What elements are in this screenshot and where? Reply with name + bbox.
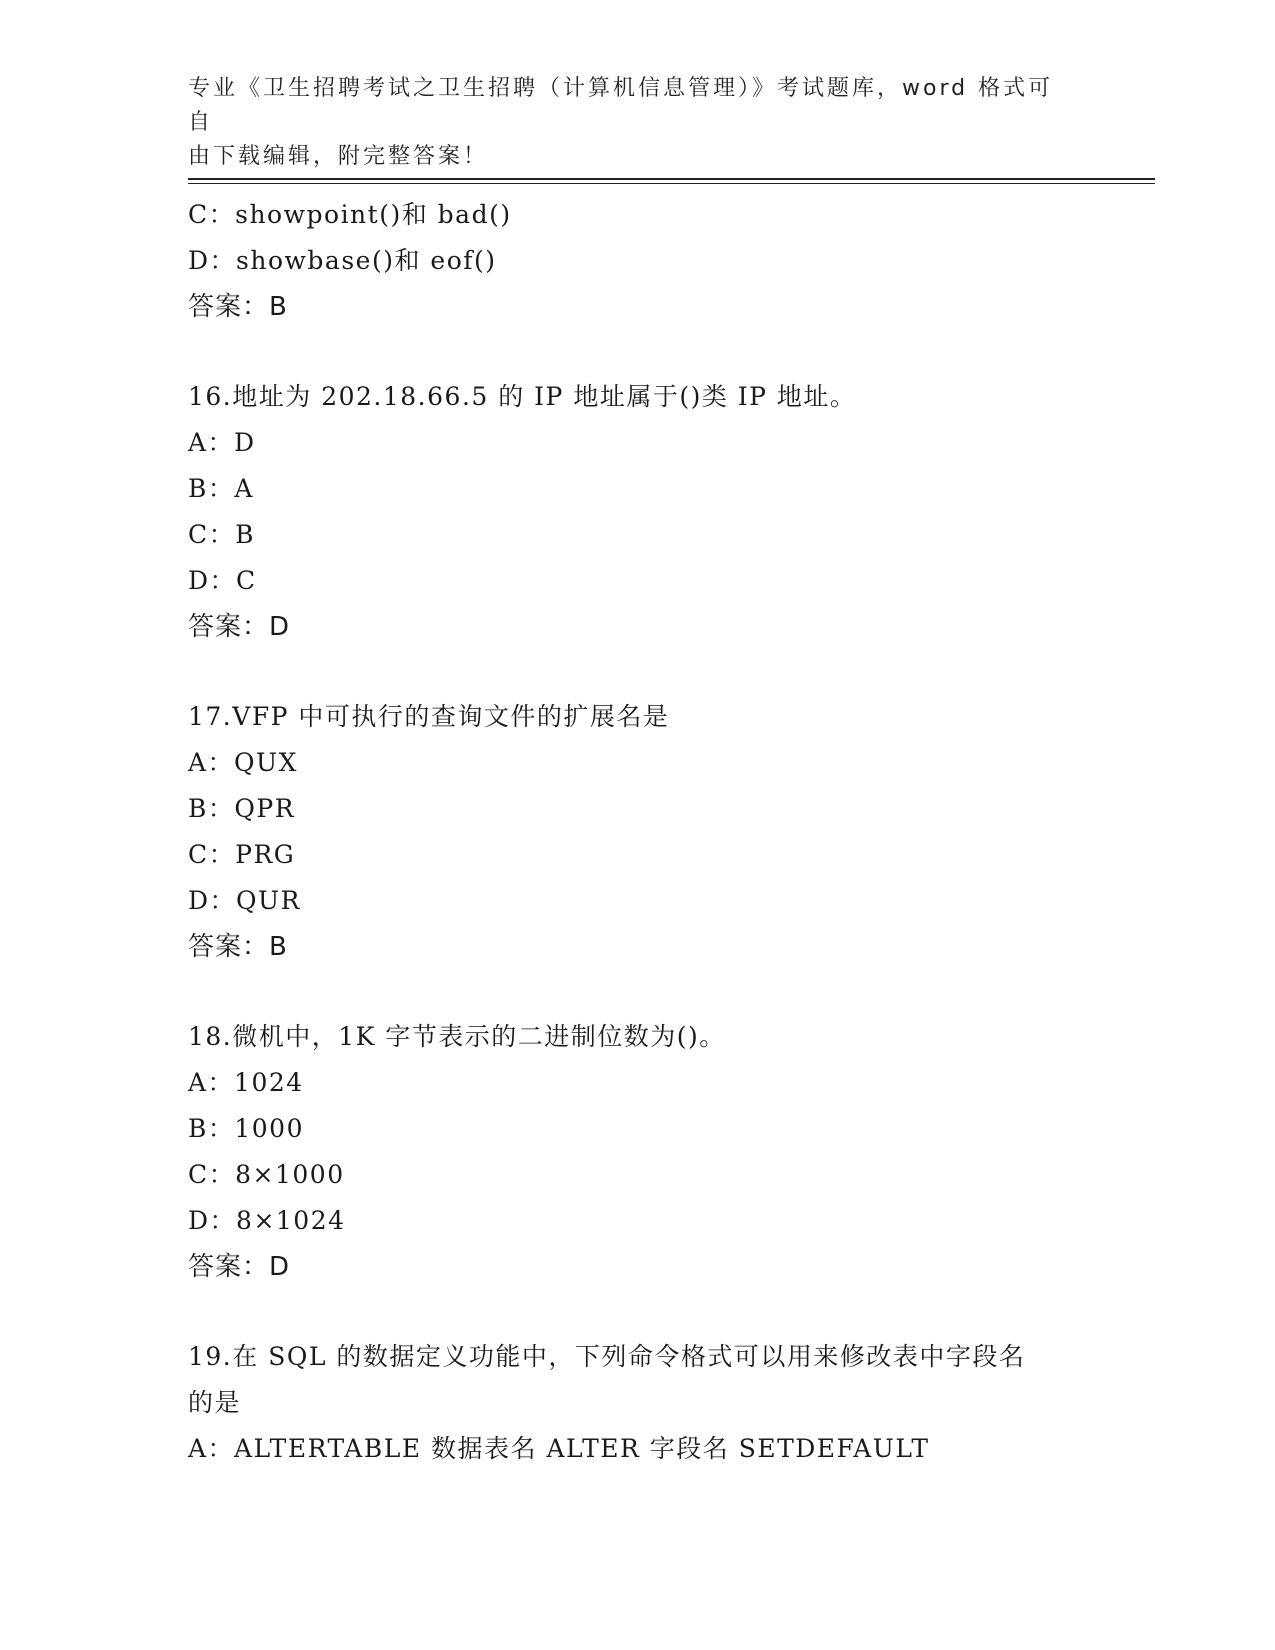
answer-line: 答案：D — [188, 612, 291, 642]
option-c: C：showpoint()和 bad() — [188, 200, 512, 229]
question-content — [188, 192, 1088, 1472]
answer-line: 答案：B — [188, 292, 288, 322]
question-title-line-2: 的是 — [188, 1388, 242, 1417]
question-17 — [188, 694, 1088, 970]
answer-line: 答案：D — [188, 1252, 291, 1282]
option-d: D：QUR — [188, 886, 301, 915]
option-d: D：showbase()和 eof() — [188, 246, 497, 275]
question-title: 17.VFP 中可执行的查询文件的扩展名是 — [188, 702, 670, 731]
header-divider-thick — [188, 178, 1155, 180]
option-c: C：8×1000 — [188, 1160, 345, 1189]
question-title: 16.地址为 202.18.66.5 的 IP 地址属于()类 IP 地址。 — [188, 382, 857, 411]
header-divider-thin — [188, 183, 1155, 184]
answer-line: 答案：B — [188, 932, 288, 962]
header-line-2: 由下载编辑，附完整答案！ — [188, 144, 489, 169]
question-19 — [188, 1334, 1088, 1472]
option-b: B：A — [188, 474, 254, 503]
option-a: A：1024 — [188, 1068, 304, 1097]
question-16 — [188, 374, 1088, 650]
question-18 — [188, 1014, 1088, 1290]
option-c: C：PRG — [188, 840, 296, 869]
option-b: B：QPR — [188, 794, 296, 823]
option-a: A：QUX — [188, 748, 298, 777]
header-line-1: 专业《卫生招聘考试之卫生招聘（计算机信息管理）》考试题库，word 格式可自 — [188, 76, 1054, 135]
carryover-block — [188, 192, 1088, 330]
option-b: B：1000 — [188, 1114, 304, 1143]
option-a: A：ALTERTABLE 数据表名 ALTER 字段名 SETDEFAULT — [188, 1434, 930, 1463]
question-title-line-1: 19.在 SQL 的数据定义功能中，下列命令格式可以用来修改表中字段名 — [188, 1342, 1026, 1371]
option-d: D：8×1024 — [188, 1206, 346, 1235]
option-d: D：C — [188, 566, 257, 595]
option-c: C：B — [188, 520, 256, 549]
option-a: A：D — [188, 428, 256, 457]
question-title: 18.微机中，1K 字节表示的二进制位数为()。 — [188, 1022, 726, 1051]
document-header — [188, 72, 1068, 174]
